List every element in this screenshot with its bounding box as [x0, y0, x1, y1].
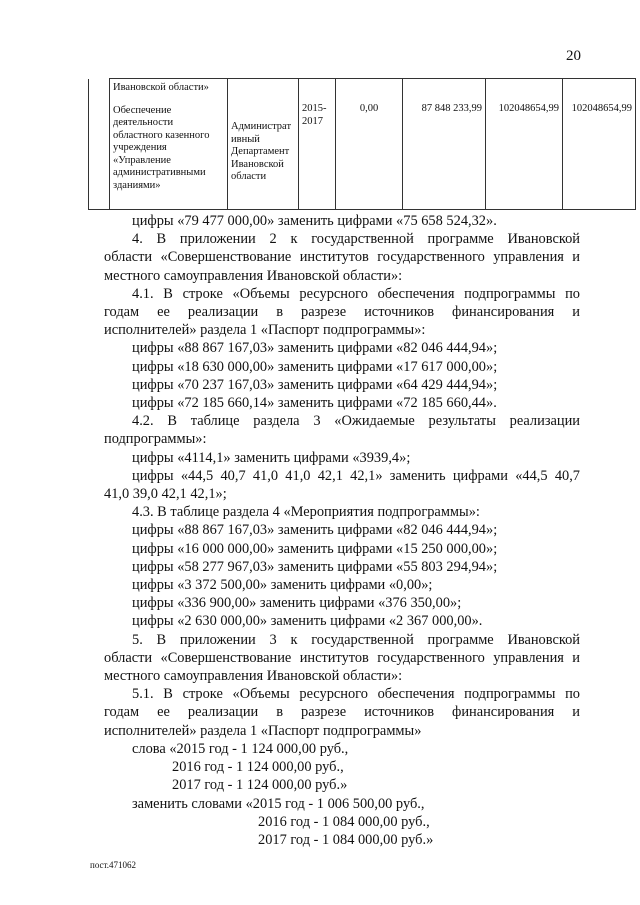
- budget-table-fragment: [88, 78, 636, 210]
- text-line: цифры «336 900,00» заменить цифрами «376 350,00»;: [132, 595, 462, 612]
- text-line: цифры «16 000 000,00» заменить цифрами «15 250 000,00»;: [132, 540, 498, 557]
- text-line: цифры «88 867 167,03» заменить цифрами «82 046 444,94»;: [132, 522, 498, 539]
- text-line: местного самоуправления Ивановской области»:: [104, 267, 403, 284]
- text-line: цифры «58 277 967,03» заменить цифрами «55 803 294,94»;: [132, 558, 498, 575]
- text-line: 4.1. В строке «Объемы ресурсного обеспечения подпрограммы по: [132, 285, 580, 302]
- table-cell-value-3: 102048654,99: [486, 79, 563, 210]
- table-cell-empty: [89, 79, 110, 210]
- text-line: 4.2. В таблице раздела 3 «Ожидаемые результаты реализации: [132, 413, 580, 430]
- text-line: цифры «2 630 000,00» заменить цифрами «2 367 000,00».: [132, 613, 483, 630]
- text-line: 5. В приложении 3 к государственной программе Ивановской: [132, 631, 580, 648]
- table-cell-item: [110, 79, 228, 210]
- text-line: 4. В приложении 2 к государственной программе Ивановской: [132, 231, 580, 248]
- amendment-text: [104, 212, 580, 849]
- document-code: пост.471062: [90, 860, 137, 870]
- region-tail-text: Ивановской области»: [113, 82, 209, 93]
- text-line: цифры «3 372 500,00» заменить цифрами «0,00»;: [132, 577, 433, 594]
- text-line: 2017 год - 1 084 000,00 руб.»: [258, 831, 434, 848]
- table-cell-executor: Администрат ивный Департамент Ивановской области: [228, 79, 299, 210]
- text-line: заменить словами «2015 год - 1 006 500,00 руб.,: [132, 795, 425, 812]
- text-line: цифры «79 477 000,00» заменить цифрами «75 658 524,32».: [132, 213, 497, 229]
- text-line: 2016 год - 1 124 000,00 руб.,: [172, 759, 344, 776]
- text-line: цифры «72 185 660,14» заменить цифрами «72 185 660,44».: [132, 395, 497, 412]
- text-line: исполнителей» раздела 1 «Паспорт подпрограммы»: [104, 722, 422, 739]
- page-number: 20: [566, 48, 581, 64]
- table-cell-value-1: 0,00: [336, 79, 403, 210]
- text-line: годам ее реализации в разрезе источников финансирования и: [104, 304, 580, 321]
- item-name-text: Обеспечение деятельности областного казенного учреждения «Управление административными зданиями»: [113, 104, 210, 191]
- text-line: 2017 год - 1 124 000,00 руб.»: [172, 777, 348, 794]
- text-line: области «Совершенствование институтов государственного управления и: [104, 649, 580, 666]
- text-line: 2016 год - 1 084 000,00 руб.,: [258, 813, 430, 830]
- text-line: цифры «88 867 167,03» заменить цифрами «82 046 444,94»;: [132, 340, 498, 357]
- text-line: 5.1. В строке «Объемы ресурсного обеспечения подпрограммы по: [132, 686, 580, 703]
- text-line: цифры «4114,1» заменить цифрами «3939,4»;: [132, 449, 411, 466]
- text-line: области «Совершенствование институтов государственного управления и: [104, 249, 580, 266]
- text-line: цифры «70 237 167,03» заменить цифрами «64 429 444,94»;: [132, 376, 498, 393]
- table-cell-value-2: 87 848 233,99: [403, 79, 486, 210]
- text-line: 4.3. В таблице раздела 4 «Мероприятия подпрограммы»:: [132, 504, 480, 521]
- text-line: цифры «18 630 000,00» заменить цифрами «17 617 000,00»;: [132, 358, 498, 375]
- text-line: 41,0 39,0 42,1 42,1»;: [104, 486, 227, 503]
- table-row: [89, 79, 636, 210]
- text-line: цифры «44,5 40,7 41,0 41,0 42,1 42,1» заменить цифрами «44,5 40,7: [132, 467, 580, 484]
- text-line: исполнителей» раздела 1 «Паспорт подпрограммы»:: [104, 322, 426, 339]
- text-line: годам ее реализации в разрезе источников финансирования и: [104, 704, 580, 721]
- text-line: подпрограммы»:: [104, 431, 207, 448]
- text-line: слова «2015 год - 1 124 000,00 руб.,: [132, 740, 349, 757]
- table-cell-period: 2015-2017: [299, 79, 336, 210]
- text-line: местного самоуправления Ивановской области»:: [104, 668, 403, 685]
- table-cell-value-4: 102048654,99: [563, 79, 636, 210]
